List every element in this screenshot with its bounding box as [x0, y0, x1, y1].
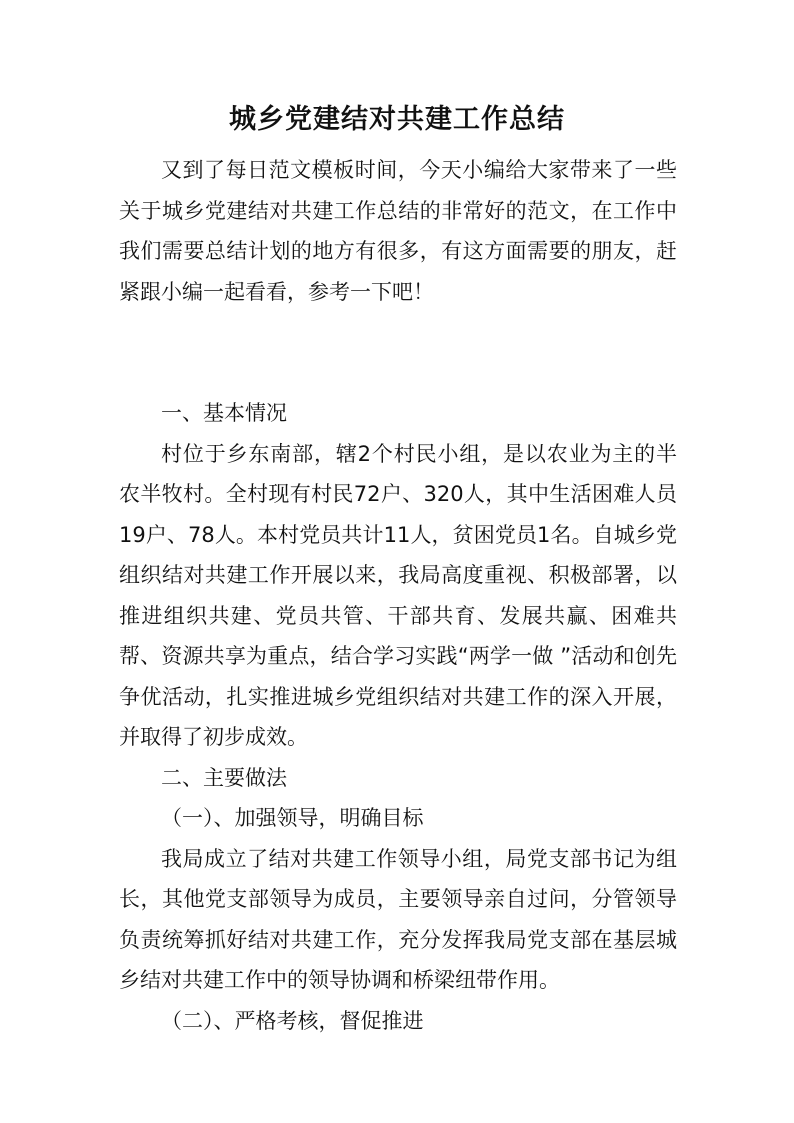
- intro-paragraph: 又到了每日范文模板时间，今天小编给大家带来了一些关于城乡党建结对共建工作总结的非常好的范文，在工作中我们需要总结计划的地方有很多，有这方面需要的朋友，赶紧跟小编一起看看，参考一下吧！: [119, 158, 677, 304]
- paragraph-spacer: [119, 312, 677, 353]
- section-paragraph-basic-situation: 村位于乡东南部，辖2个村民小组，是以农业为主的半农半牧村。全村现有村民72户、320人，其中生活困难人员19户、78人。本村党员共计11人，贫困党员1名。自城乡党组织结对共建工作开展以来，我局高度重视、积极部署，以推进组织共建、党员共管、干部共育、发展共赢、困难共帮、资源共享为重点，结合学习实践“两学一做 ”活动和创先争优活动，扎实推进城乡党组织结对共建工作的深入开展，并取得了初步成效。: [119, 441, 677, 749]
- document-body: [119, 150, 677, 1041]
- section-heading-basic-situation: 一、基本情况: [161, 401, 287, 425]
- section-heading-main-practices: 二、主要做法: [161, 765, 287, 790]
- subsection-heading-assessment: （二）、严格考核，督促推进: [161, 1008, 424, 1033]
- paragraph-spacer: [119, 353, 677, 394]
- subsection-heading-leadership: （一）、加强领导，明确目标: [161, 806, 424, 830]
- document-title: 城乡党建结对共建工作总结: [229, 104, 565, 135]
- subsection-paragraph-leadership: 我局成立了结对共建工作领导小组，局党支部书记为组长，其他党支部领导为成员，主要领导亲自过问，分管领导负责统筹抓好结对共建工作，充分发挥我局党支部在基层城乡结对共建工作中的领导协调和桥梁纽带作用。: [119, 846, 677, 992]
